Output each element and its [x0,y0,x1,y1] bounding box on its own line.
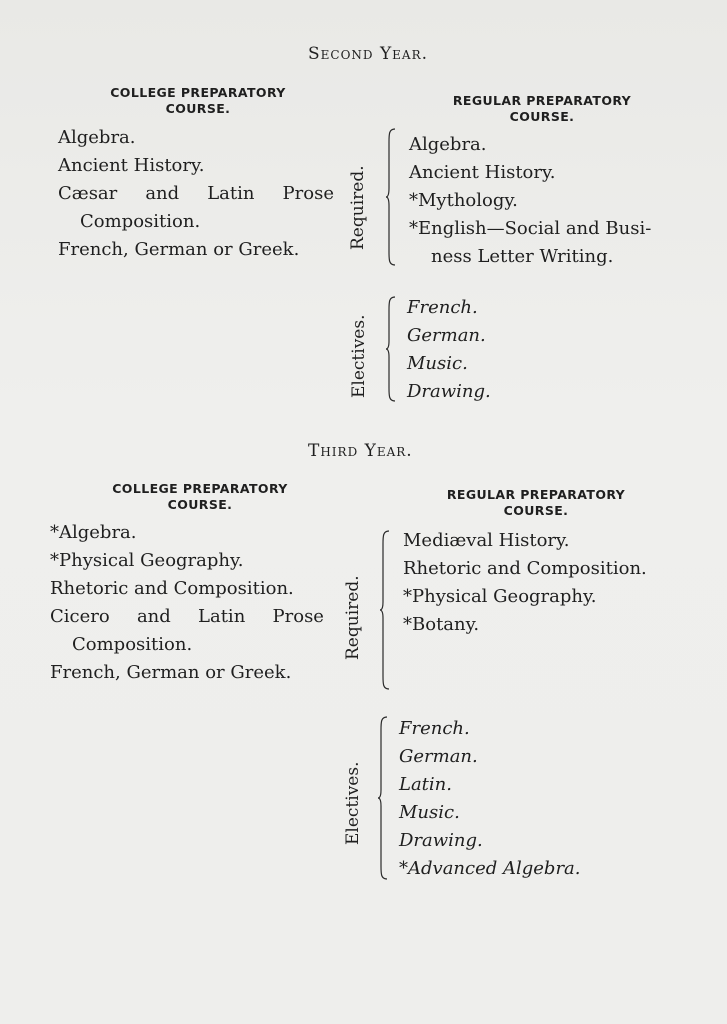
list-item: German. [407,325,486,346]
list-item-word: and [136,606,171,627]
list-item [50,603,324,631]
course-heading-line: COURSE. [509,109,575,124]
electives-brace [378,716,388,880]
third-year-college-list [50,519,324,687]
list-item: *Mythology. [409,190,518,211]
third-year-college-course-heading [90,481,310,513]
list-item: French, German or Greek. [58,239,300,260]
third-year-regular-required-list [403,527,703,639]
list-item: *Algebra. [50,522,137,543]
course-heading-line: COURSE. [503,503,569,518]
list-item: Rhetoric and Composition. [403,558,647,579]
list-item: *Physical Geography. [403,586,597,607]
list-item: Drawing. [399,830,483,851]
second-year-heading: Second Year. [308,44,429,64]
list-item-word: Cæsar [58,183,118,204]
course-heading-line: REGULAR PREPARATORY [452,93,632,108]
list-item: Rhetoric and Composition. [50,578,294,599]
list-item: Ancient History. [409,162,556,183]
list-item: Mediæval History. [403,530,570,551]
course-heading-line: COLLEGE PREPARATORY [112,481,288,496]
list-item: Algebra. [58,127,136,148]
list-item: Music. [399,802,460,823]
second-year-college-course-heading [88,85,308,117]
list-item: Music. [407,353,468,374]
course-heading-line: REGULAR PREPARATORY [446,487,626,502]
list-item: *Advanced Algebra. [399,858,581,879]
second-year-regular-course-heading [428,93,656,125]
list-item: Ancient History. [58,155,205,176]
list-item: *Botany. [403,614,480,635]
second-year-college-list [58,124,334,264]
list-item-word: Prose [282,183,334,204]
electives-brace [386,296,396,402]
third-year-regular-course-heading [422,487,650,519]
list-item-word: Latin [207,183,255,204]
list-item: *English—Social and Busi- [409,218,652,239]
course-heading-line: COURSE. [167,497,233,512]
list-item: Latin. [399,774,452,795]
third-year-heading: Third Year. [308,441,413,461]
required-brace [386,128,396,266]
list-item: Composition. [72,634,193,655]
third-year-regular-electives-list [399,715,639,883]
second-year-required-label: Required. [348,165,368,250]
list-item: German. [399,746,478,767]
list-item: French. [407,297,478,318]
list-item-word: Prose [272,606,324,627]
list-item: ness Letter Writing. [431,246,614,267]
third-year-electives-label: Electives. [343,761,363,845]
required-brace [380,530,390,690]
list-item: Algebra. [409,134,487,155]
list-item-word: Cicero [50,606,110,627]
list-item: Drawing. [407,381,491,402]
list-item: French. [399,718,470,739]
list-item: French, German or Greek. [50,662,292,683]
list-item: *Physical Geography. [50,550,244,571]
second-year-regular-electives-list [407,294,607,406]
list-item-word: Latin [198,606,246,627]
second-year-electives-label: Electives. [349,314,369,398]
list-item: Composition. [80,211,201,232]
course-heading-line: COLLEGE PREPARATORY [110,85,286,100]
third-year-required-label: Required. [343,575,363,660]
list-item [58,180,334,208]
list-item-word: and [145,183,180,204]
course-heading-line: COURSE. [165,101,231,116]
second-year-regular-required-list [409,131,709,271]
